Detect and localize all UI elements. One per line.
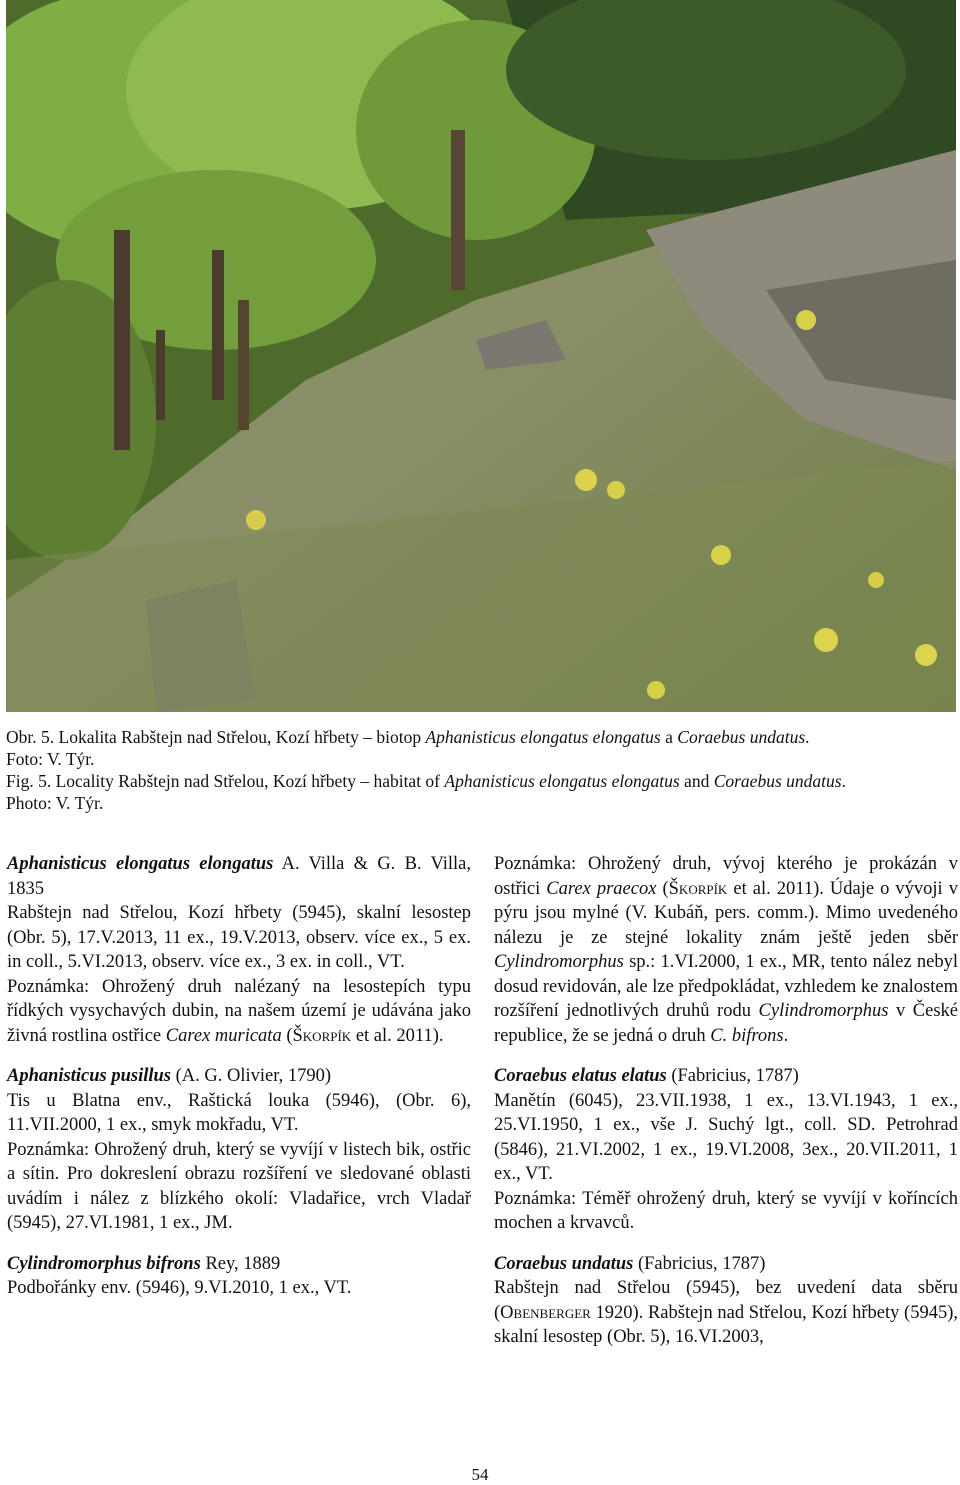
note-text: Poznámka: Téměř ohrožený druh, který se vyvíjí v koříncích mochen a krvavců. xyxy=(494,1188,958,1233)
record-text: Podbořánky env. (5946), 9.VI.2010, 1 ex., VT. xyxy=(7,1278,352,1298)
species-entry-cylindromorphus-bifrons xyxy=(7,1252,471,1301)
note-text: Poznámka: Ohrožený druh nalézaný na lesostepích typu řídkých vysychavých dubin, na našem území je udávána jako živná rostlina ostřice Carex muricata (Škorpík et al. 2011). xyxy=(7,976,471,1046)
species-entry-aphanisticus-elongatus xyxy=(7,852,471,1048)
record-text: Manětín (6045), 23.VII.1938, 1 ex., 13.VI.1943, 1 ex., 25.VI.1950, 1 ex., vše J. Suchý lgt., coll. SD. Petrohrad (5846), 21.VI.2002, 1 ex., 19.VI.2008, 3ex., 20.VII.2011, 1 ex., VT. xyxy=(494,1090,958,1184)
species-entry-cylindromorphus-bifrons-note xyxy=(494,852,958,1048)
note-text: Poznámka: Ohrožený druh, který se vyvíjí v listech bik, ostřic a sítin. Pro dokreslení obrazu rozšíření ve sledované oblasti uvádím i nález z blízkého okolí: Vladařice, vrch Vladař (5945), 27.VI.1981, 1 ex., JM. xyxy=(7,1139,471,1233)
caption-czech: Obr. 5. Lokalita Rabštejn nad Střelou, Kozí hřbety – biotop Aphanisticus elongatus elongatus a Coraebus undatus. Foto: V. Týr. xyxy=(6,727,810,769)
species-heading: Aphanisticus elongatus elongatus A. Villa & G. B. Villa, 1835 xyxy=(7,854,471,899)
left-column xyxy=(7,852,471,1317)
record-text: Rabštejn nad Střelou, Kozí hřbety (5945), skalní lesostep (Obr. 5), 17.V.2013, 11 ex., 19.V.2013, observ. více ex., 5 ex. in coll., 5.VI.2013, observ. více ex., 3 ex. in coll., VT. xyxy=(7,903,471,972)
species-entry-coraebus-elatus xyxy=(494,1064,958,1236)
note-text: Poznámka: Ohrožený druh, vývoj kterého je prokázán v ostřici Carex praecox (Škorpík et al. 2011). Údaje o vývoji v pýru jsou mylné (V. Kubáň, pers. comm.). Mimo uvedeného nálezu je ze stejné lokality znám ještě jeden sběr Cylindromorphus sp.: 1.VI.2000, 1 ex., MR, tento nález nebyl dosud revidován, ale lze předpokládat, vzhledem ke znalostem rozšíření jednotlivých druhů rodu Cylindromorphus v České republice, že se jedná o druh C. bifrons. xyxy=(494,854,958,1046)
right-column xyxy=(494,852,958,1366)
figure-caption xyxy=(6,726,956,814)
caption-english: Fig. 5. Locality Rabštejn nad Střelou, Kozí hřbety – habitat of Aphanisticus elongatus elongatus and Coraebus undatus. Photo: V. Týr. xyxy=(6,771,846,813)
species-heading: Cylindromorphus bifrons Rey, 1889 xyxy=(7,1253,281,1274)
species-heading: Aphanisticus pusillus (A. G. Olivier, 1790) xyxy=(7,1066,332,1086)
photo-illustration xyxy=(6,0,956,712)
species-heading: Coraebus undatus (Fabricius, 1787) xyxy=(494,1253,766,1274)
species-entry-aphanisticus-pusillus xyxy=(7,1064,471,1236)
page-number: 54 xyxy=(471,1465,489,1484)
record-text: Rabštejn nad Střelou (5945), bez uvedení data sběru (Obenberger 1920). Rabštejn nad Střelou, Kozí hřbety (5945), skalní lesostep (Obr. 5), 16.VI.2003, xyxy=(494,1278,958,1347)
species-entry-coraebus-undatus xyxy=(494,1252,958,1350)
habitat-photo xyxy=(6,0,956,712)
record-text: Tis u Blatna env., Raštická louka (5946), (Obr. 6), 11.VII.2000, 1 ex., smyk mokřadu, VT. xyxy=(7,1090,471,1135)
species-heading: Coraebus elatus elatus (Fabricius, 1787) xyxy=(494,1066,799,1086)
